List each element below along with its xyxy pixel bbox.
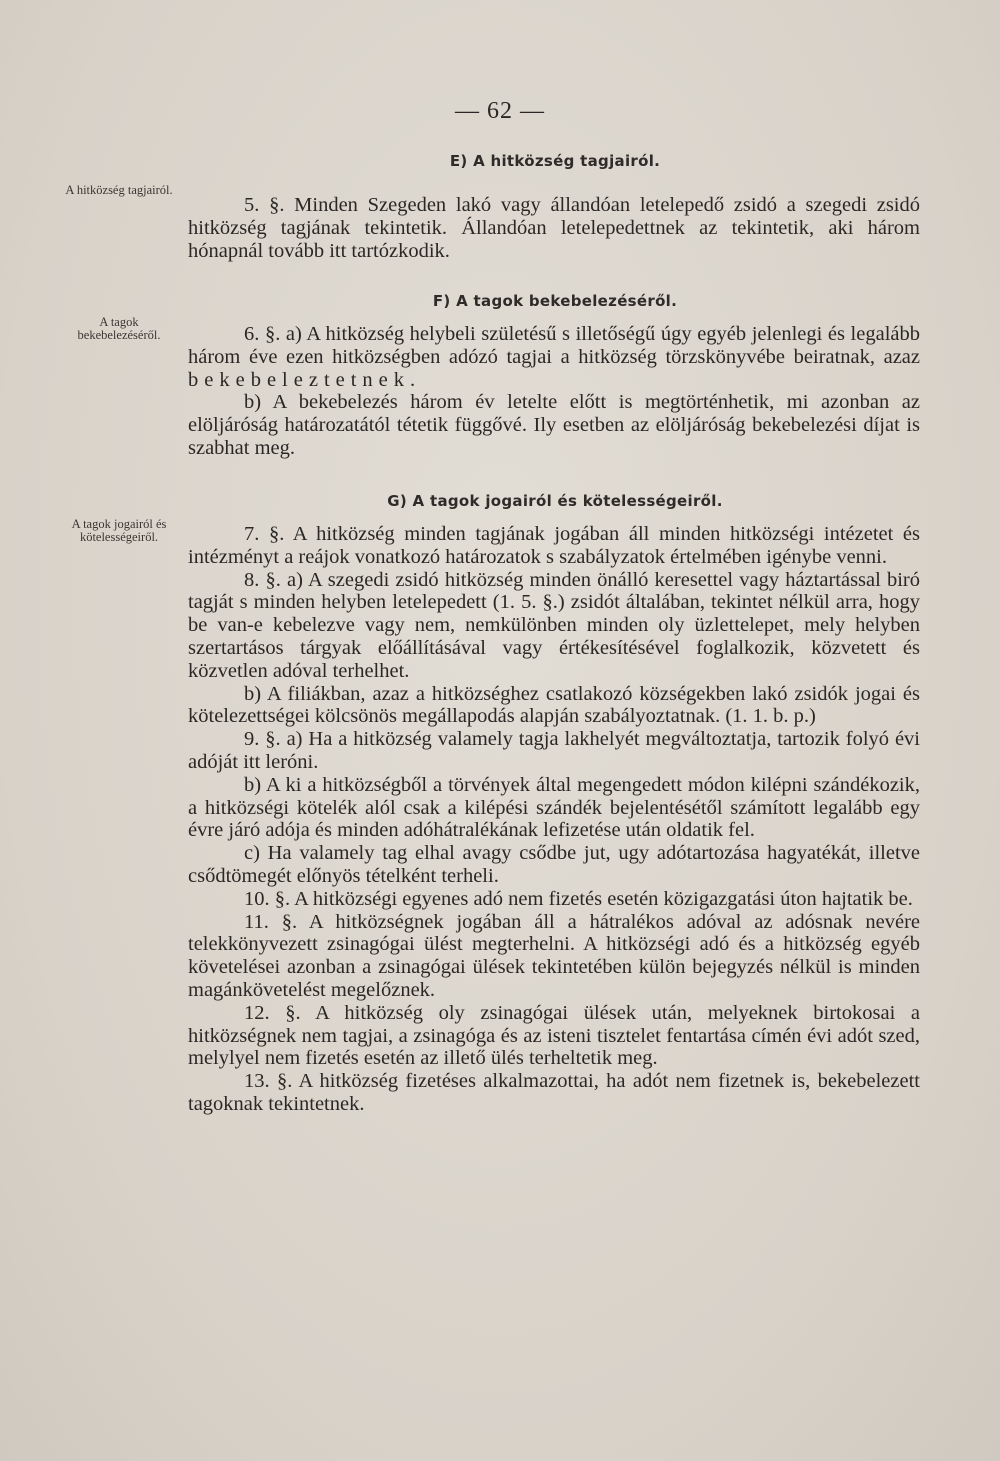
paragraph-10: 10. §. A hitközségi egyenes adó nem fizetés esetén közigazgatási úton hajtatik be. — [244, 887, 913, 910]
section-body-e — [188, 194, 920, 262]
section-heading-g: G) A tagok jogairól és kötelességeiről. — [387, 492, 723, 510]
paragraph-7: 7. §. A hitközség minden tagjának jogában áll minden hitközségi intézetet és intézményt a reájok vonatkozó határozatok s szabályzatok értelmében igénybe venni. — [188, 523, 920, 568]
margin-note-f: A tagok bekebelezéséről. — [77, 315, 161, 342]
paragraph-11: 11. §. A hitközségnek jogában áll a hátralékos adóval az adósnak nevére telekkönyvezett zsinagógai ülést megterhelni. A hitközségi adó és a hitközség egyéb követelései azonban a zsinagógai ülések tekintetében külön bejegyzés nélkül is minden magánkövetelést megelőznek. — [188, 910, 920, 1001]
paragraph-8a: 8. §. a) A szegedi zsidó hitközség minden önálló keresettel vagy háztartással biró tagját s minden helyben letelepedett (1. 5. §.) zsidót általában, tekintet nélkül arra, hogy be van-e kebelezve vagy nem, nemkülönben minden oly üzlettelepet, mely helyben szertartásos tárgyak előállításával vagy értékesítésével foglalkozik, közvetett és közvetlen adóval terhelhet. — [188, 568, 920, 682]
paragraph-8b: b) A filiákban, azaz a hitközséghez csatlakozó községekben lakó zsidók jogai és kötelezettségei kölcsönös megállapodás alapján szabályoztatnak. (1. 1. b. p.) — [188, 682, 920, 728]
section-heading-e: E) A hitközség tagjairól. — [449, 152, 661, 170]
section-body-g — [188, 523, 920, 1116]
section-heading-f: F) A tagok bekebelezéséről. — [432, 292, 678, 310]
paragraph-6a — [188, 323, 920, 391]
margin-note-g: A tagok jogairól és kötelességeiről. — [71, 517, 167, 544]
paragraph-6a-text: 6. §. a) A hitközség helybeli születésű s illetőségű úgy egyéb jelenlegi és legalább három éve ezen hitközségben adózó tagjai a hitközség törzskönyvébe beiratnak, azaz — [188, 323, 920, 368]
paragraph-13: 13. §. A hitközség fizetéses alkalmazottai, ha adót nem fizetnek is, bekebelezett tagoknak tekintetnek. — [188, 1070, 920, 1115]
paragraph-6a-emphasis: bekebeleztetnek. — [188, 368, 422, 391]
paragraph-9b: b) A ki a hitközségből a törvények által megengedett módon kilépni szándékozik, a hitközségi kötelék alól csak a kilépési szándék bejelentésétől számított legalább egy évre járó adója és minden adóhátralékának lefizetése után oldatik fel. — [188, 773, 920, 842]
paragraph-9c: c) Ha valamely tag elhal avagy csődbe jut, ugy adótartozása hagyatékát, illetve csődtömegét előnyös tételként terheli. — [188, 842, 920, 887]
paragraph-5: 5. §. Minden Szegeden lakó vagy állandóan letelepedő zsidó a szegedi zsidó hitközség tagjának tekintetik. Állandóan letelepedettnek az tekintetik, aki három hónapnál tovább itt tartózkodik. — [188, 194, 920, 262]
paragraph-12: 12. §. A hitközség oly zsinagógai ülések után, melyeknek birtokosai a hitközségnek nem tagjai, a zsinagóga és az isteni tisztelet fentartása címén évi adót szed, melylyel nem fizetés esetén az illető ülés terheltetik meg. — [188, 1001, 920, 1070]
page-number: — 62 — — [455, 98, 545, 124]
margin-note-e: A hitközség tagjairól. — [65, 183, 173, 197]
section-body-f — [188, 323, 920, 460]
paragraph-6b: b) A bekebelezés három év letelte előtt is megtörténhetik, mi azonban az elöljáróság határozatától tétetik függővé. Ily esetben az elöljáróság bekebelezési díjat is szabhat meg. — [188, 391, 920, 459]
paragraph-9a: 9. §. a) Ha a hitközség valamely tagja lakhelyét megváltoztatja, tartozik folyó évi adóját itt leróni. — [188, 728, 920, 773]
